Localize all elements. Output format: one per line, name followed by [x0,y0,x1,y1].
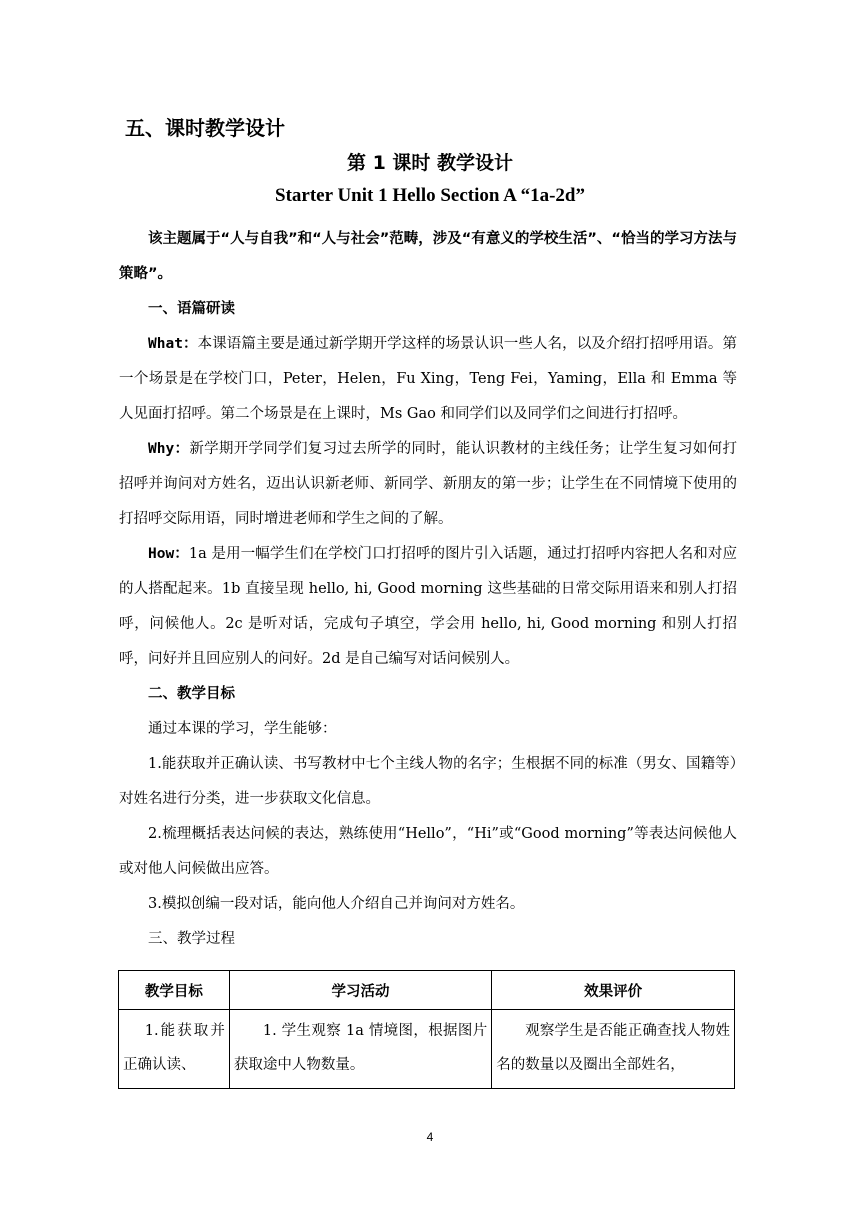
goal-item-1: 1.能获取并正确认读、书写教材中七个主线人物的名字；生根据不同的标准（男女、国籍等）对姓名进行分类，进一步获取文化信息。 [119,756,737,807]
what-text: 本课语篇主要是通过新学期开学这样的场景认识一些人名，以及介绍打招呼用语。第一个场景是在学校门口，Peter，Helen，Fu Xing，Teng Fei，Yaming，Ella 和 Emma 等人见面打招呼。第二个场景是在上课时，Ms Gao 和同学们以及同学们之间进行打招呼。 [119,336,738,422]
header-evaluation: 效果评价 [492,971,735,1010]
how-paragraph [119,537,737,677]
table-row [119,1010,735,1089]
why-paragraph [119,432,737,537]
why-text: 新学期开学同学们复习过去所学的同时，能认识教材的主线任务；让学生复习如何打招呼并询问对方姓名，迈出认识新老师、新同学、新朋友的第一步；让学生在不同情境下使用的打招呼交际用语，同时增进老师和学生之间的了解。 [119,441,737,527]
what-paragraph [119,327,737,432]
table-header-row [119,971,735,1010]
document-body [119,222,737,957]
reading-heading: 一、语篇研读 [148,301,235,317]
cell-activity: 1. 学生观察 1a 情境图，根据图片获取途中人物数量。 [229,1010,491,1089]
why-label: Why： [148,441,190,457]
lesson-title: 第 1 课时 教学设计 [346,152,514,174]
goal-item-2: 2.梳理概括表达问候的表达，熟练使用“Hello”，“Hi”或“Good morning”等表达问候他人或对他人问候做出应答。 [119,826,737,877]
cell-goal: 1.能获取并正确认读、 [119,1010,230,1089]
what-label: What： [148,336,198,352]
section-heading: 五、课时教学设计 [125,116,285,140]
cell-evaluation: 观察学生是否能正确查找人物姓名的数量以及圈出全部姓名， [492,1010,735,1089]
process-heading: 三、教学过程 [148,931,235,947]
theme-paragraph: 该主题属于“人与自我”和“人与社会”范畴，涉及“有意义的学校生活”、“恰当的学习方法与策略”。 [119,231,737,282]
how-label: How： [148,546,189,562]
header-learning-activity: 学习活动 [229,971,491,1010]
goal-item-3: 3.模拟创编一段对话，能向他人介绍自己并询问对方姓名。 [148,896,525,912]
unit-title: Starter Unit 1 Hello Section A “1a-2d” [275,185,585,206]
teaching-process-table [118,970,735,1089]
page-number: 4 [426,1130,434,1144]
header-teaching-goal: 教学目标 [119,971,230,1010]
how-text: 1a 是用一幅学生们在学校门口打招呼的图片引入话题，通过打招呼内容把人名和对应的人搭配起来。1b 直接呈现 hello, hi, Good morning 这些基础的日常交际用语来和别人打招呼，问候他人。2c 是听对话，完成句子填空，学会用 hello, hi, Good morning 和别人打招呼，问好并且回应别人的问好。2d 是自己编写对话问候别人。 [119,546,737,667]
goals-intro: 通过本课的学习，学生能够： [148,721,337,737]
goals-heading: 二、教学目标 [148,686,235,702]
